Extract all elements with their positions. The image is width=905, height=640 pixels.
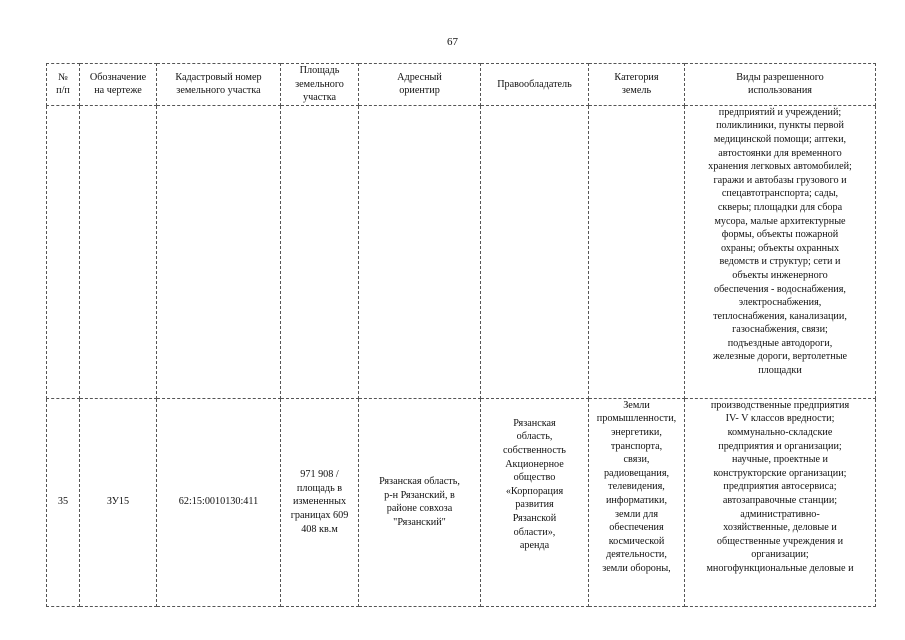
table-row-continued <box>47 105 876 398</box>
table-row-35 <box>47 398 876 606</box>
text-line: хозяйственные, деловые и <box>723 522 837 534</box>
cell-designation: ЗУ15 <box>80 398 157 606</box>
text-line: промышленности, <box>596 413 677 425</box>
text-line: предприятия автосервиса; <box>723 481 837 493</box>
header-cadastral-number: Кадастровый номер земельного участка <box>157 64 281 106</box>
text-line: организации; <box>751 549 809 561</box>
text-line: аренда <box>519 540 550 552</box>
land-plots-table <box>46 63 876 607</box>
text-line: площадки <box>758 365 802 377</box>
cell-owner <box>481 105 589 398</box>
text-line: районе совхоза <box>386 503 453 515</box>
text-line: производственные предприятия <box>710 399 850 411</box>
text-line: предприятия и организации; <box>718 440 842 452</box>
text-line: электроснабжения, <box>738 297 822 309</box>
text-line: объекты инженерного <box>732 269 828 281</box>
text-line: 408 кв.м <box>301 523 338 535</box>
text-line: деятельности, <box>606 549 667 561</box>
cell-permitted-uses <box>685 398 876 606</box>
text-line: собственность <box>503 444 566 456</box>
text-line: земли для <box>614 508 659 520</box>
header-designation: Обозначение на чертеже <box>80 64 157 106</box>
text-line: информатики, <box>605 494 668 506</box>
text-line: IV- V классов вредности; <box>725 413 835 425</box>
text-line: скверы; площадки для сбора <box>717 201 843 213</box>
text-line: ведомств и структур; сети и <box>719 256 841 268</box>
text-line: гаражи и автобазы грузового и <box>713 174 847 186</box>
text-line: р-н Рязанский, в <box>384 489 455 501</box>
text-line: измененных <box>292 496 347 508</box>
text-line: спецавтотранспорта; сады, <box>721 188 839 200</box>
text-line: границах 609 <box>290 510 349 522</box>
header-permitted-uses: Виды разрешенного использования <box>685 64 876 106</box>
text-line: охраны; объекты охранных <box>720 242 840 254</box>
text-line: космической <box>608 535 665 547</box>
text-line: транспорта, <box>610 440 663 452</box>
text-line: многофункциональные деловые и <box>706 562 854 574</box>
header-number: № п/п <box>47 64 80 106</box>
header-address: Адресный ориентир <box>359 64 481 106</box>
text-line: конструкторские организации; <box>713 467 847 479</box>
text-line: "Рязанский" <box>393 516 446 528</box>
text-line: связи, <box>623 454 650 466</box>
text-line: общество <box>513 472 556 484</box>
text-line: поликлиники, пункты первой <box>716 120 844 132</box>
text-line: Земли <box>623 399 650 411</box>
text-line: земли обороны, <box>602 562 671 574</box>
table-header-row <box>47 64 876 106</box>
text-line: автозаправочные станции; <box>722 494 838 506</box>
text-line: научные, проектные и <box>732 454 828 466</box>
text-line: подъездные автодороги, <box>727 337 833 349</box>
cell-category <box>589 398 685 606</box>
cell-area <box>281 398 359 606</box>
text-line: автостоянки для временного <box>718 147 842 159</box>
text-line: административно- <box>740 508 820 520</box>
text-line: Рязанская <box>513 417 556 429</box>
cell-number: 35 <box>47 398 80 606</box>
text-line: Рязанская область, <box>379 476 460 488</box>
text-line: медицинской помощи; аптеки, <box>713 133 847 145</box>
text-line: Рязанской <box>512 512 557 524</box>
text-line: коммунально-складские <box>727 426 833 438</box>
header-land-category: Категория земель <box>589 64 685 106</box>
text-line: области», <box>513 526 556 538</box>
cell-address <box>359 105 481 398</box>
text-line: железные дороги, вертолетные <box>712 351 848 363</box>
cell-address <box>359 398 481 606</box>
page-number: 67 <box>447 36 458 48</box>
text-line: радиовещания, <box>603 467 670 479</box>
text-line: Акционерное <box>505 458 564 470</box>
text-line: область, <box>516 431 553 443</box>
cell-owner <box>481 398 589 606</box>
text-line: предприятий и учреждений; <box>718 106 842 118</box>
header-area: Площадь земельного участка <box>281 64 359 106</box>
text-line: формы, объекты пожарной <box>721 229 839 241</box>
text-line: 971 908 / <box>300 469 339 481</box>
text-line: энергетики, <box>611 426 662 438</box>
cell-number <box>47 105 80 398</box>
header-owner: Правообладатель <box>481 64 589 106</box>
text-line: теплоснабжения, канализации, <box>713 310 847 322</box>
cell-category <box>589 105 685 398</box>
cell-area <box>281 105 359 398</box>
text-line: телевидения, <box>608 481 665 493</box>
text-line: обеспечения - водоснабжения, <box>714 283 846 295</box>
cell-cadastral <box>157 105 281 398</box>
text-line: хранения легковых автомобилей; <box>708 161 852 173</box>
text-line: площадь в <box>296 482 343 494</box>
cell-permitted-uses <box>685 105 876 398</box>
text-line: обеспечения <box>609 522 664 534</box>
text-line: общественные учреждения и <box>716 535 844 547</box>
text-line: мусора, малые архитектурные <box>714 215 846 227</box>
cell-cadastral: 62:15:0010130:411 <box>157 398 281 606</box>
text-line: развития <box>515 499 554 511</box>
cell-designation <box>80 105 157 398</box>
text-line: газоснабжения, связи; <box>732 324 828 336</box>
text-line: «Корпорация <box>505 485 564 497</box>
